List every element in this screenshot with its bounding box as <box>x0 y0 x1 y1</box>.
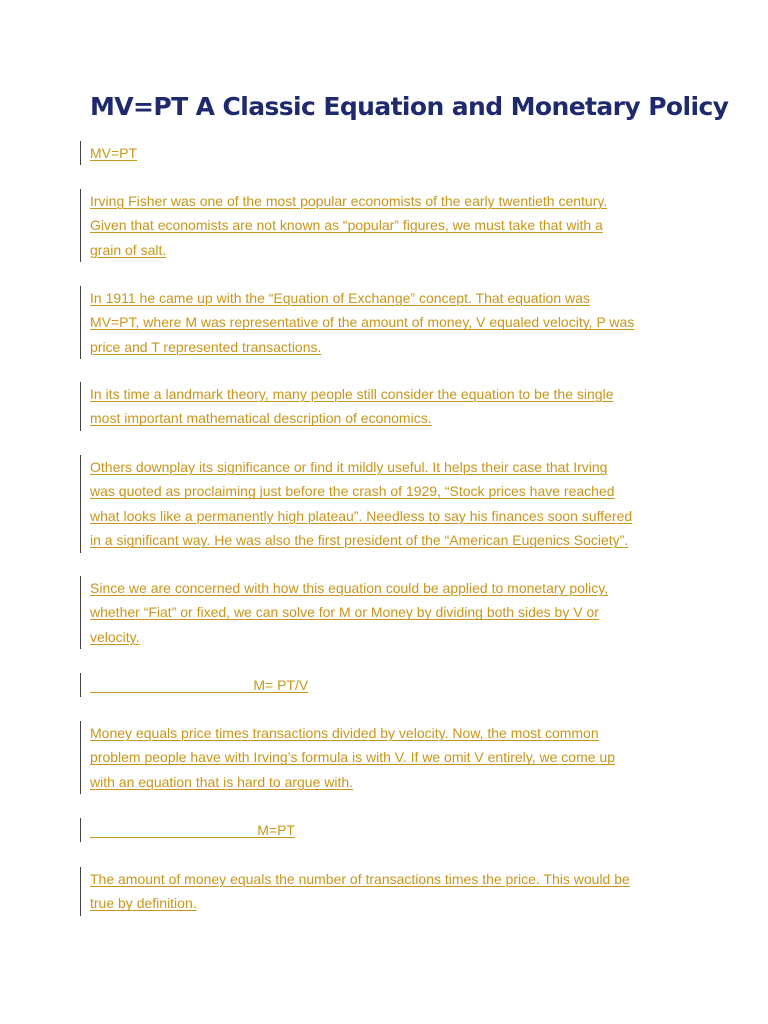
paragraph-line[interactable]: Money equals price times transactions divided by velocity. Now, the most common <box>90 725 599 741</box>
paragraph-line[interactable]: what looks like a permanently high plateau”. Needless to say his finances soon suffered <box>90 507 633 524</box>
paragraph-line[interactable]: problem people have with Irving’s formula is with V. If we omit V entirely, we come up <box>90 749 615 766</box>
paragraph-line[interactable]: true by definition. <box>90 895 197 912</box>
paragraph-line[interactable]: in a significant way. He was also the first president of the “American Eugenics Society”. <box>90 532 629 549</box>
paragraph-money-equals <box>80 721 700 794</box>
paragraph-line[interactable]: was quoted as proclaiming just before the crash of 1929, “Stock prices have reached <box>90 483 615 500</box>
paragraph-line[interactable]: In its time a landmark theory, many people still consider the equation to be the single <box>90 386 614 402</box>
page-title: MV=PT A Classic Equation and Monetary Policy <box>90 92 729 121</box>
paragraph-line[interactable]: velocity. <box>90 628 140 645</box>
paragraph-others-downplay <box>80 455 700 553</box>
paragraph-line[interactable]: Irving Fisher was one of the most popular economists of the early twentieth century. <box>90 193 608 209</box>
paragraph-equation-heading <box>80 141 700 165</box>
paragraph-line[interactable]: MV=PT, where M was representative of the amount of money, V equaled velocity, P was <box>90 314 635 331</box>
paragraph-amount-of-money <box>80 867 700 916</box>
paragraph-equation-of-exchange <box>80 286 700 359</box>
paragraph-monetary-policy <box>80 576 700 649</box>
paragraph-line[interactable]: grain of salt. <box>90 241 167 258</box>
paragraph-formula-m-pt-v <box>80 673 700 697</box>
paragraph-line[interactable]: M=PT <box>90 822 295 838</box>
paragraph-line[interactable]: MV=PT <box>90 145 138 161</box>
paragraph-line[interactable]: most important mathematical description of economics. <box>90 410 432 427</box>
paragraph-line[interactable]: The amount of money equals the number of transactions times the price. This would be <box>90 871 630 887</box>
paragraph-line[interactable]: M= PT/V <box>90 677 309 693</box>
paragraph-landmark-theory <box>80 382 700 431</box>
paragraph-irving-fisher <box>80 189 700 262</box>
paragraph-line[interactable]: Others downplay its significance or find it mildly useful. It helps their case that Irving <box>90 459 608 475</box>
paragraph-formula-m-pt <box>80 818 700 842</box>
paragraph-line[interactable]: In 1911 he came up with the “Equation of Exchange” concept. That equation was <box>90 290 590 306</box>
paragraph-line[interactable]: whether “Fiat” or fixed, we can solve for M or Money by dividing both sides by V or <box>90 604 599 621</box>
paragraph-line[interactable]: Since we are concerned with how this equation could be applied to monetary policy, <box>90 580 609 596</box>
paragraph-line[interactable]: price and T represented transactions. <box>90 338 322 355</box>
paragraph-line[interactable]: Given that economists are not known as “popular” figures, we must take that with a <box>90 217 603 234</box>
paragraph-line[interactable]: with an equation that is hard to argue with. <box>90 773 354 790</box>
